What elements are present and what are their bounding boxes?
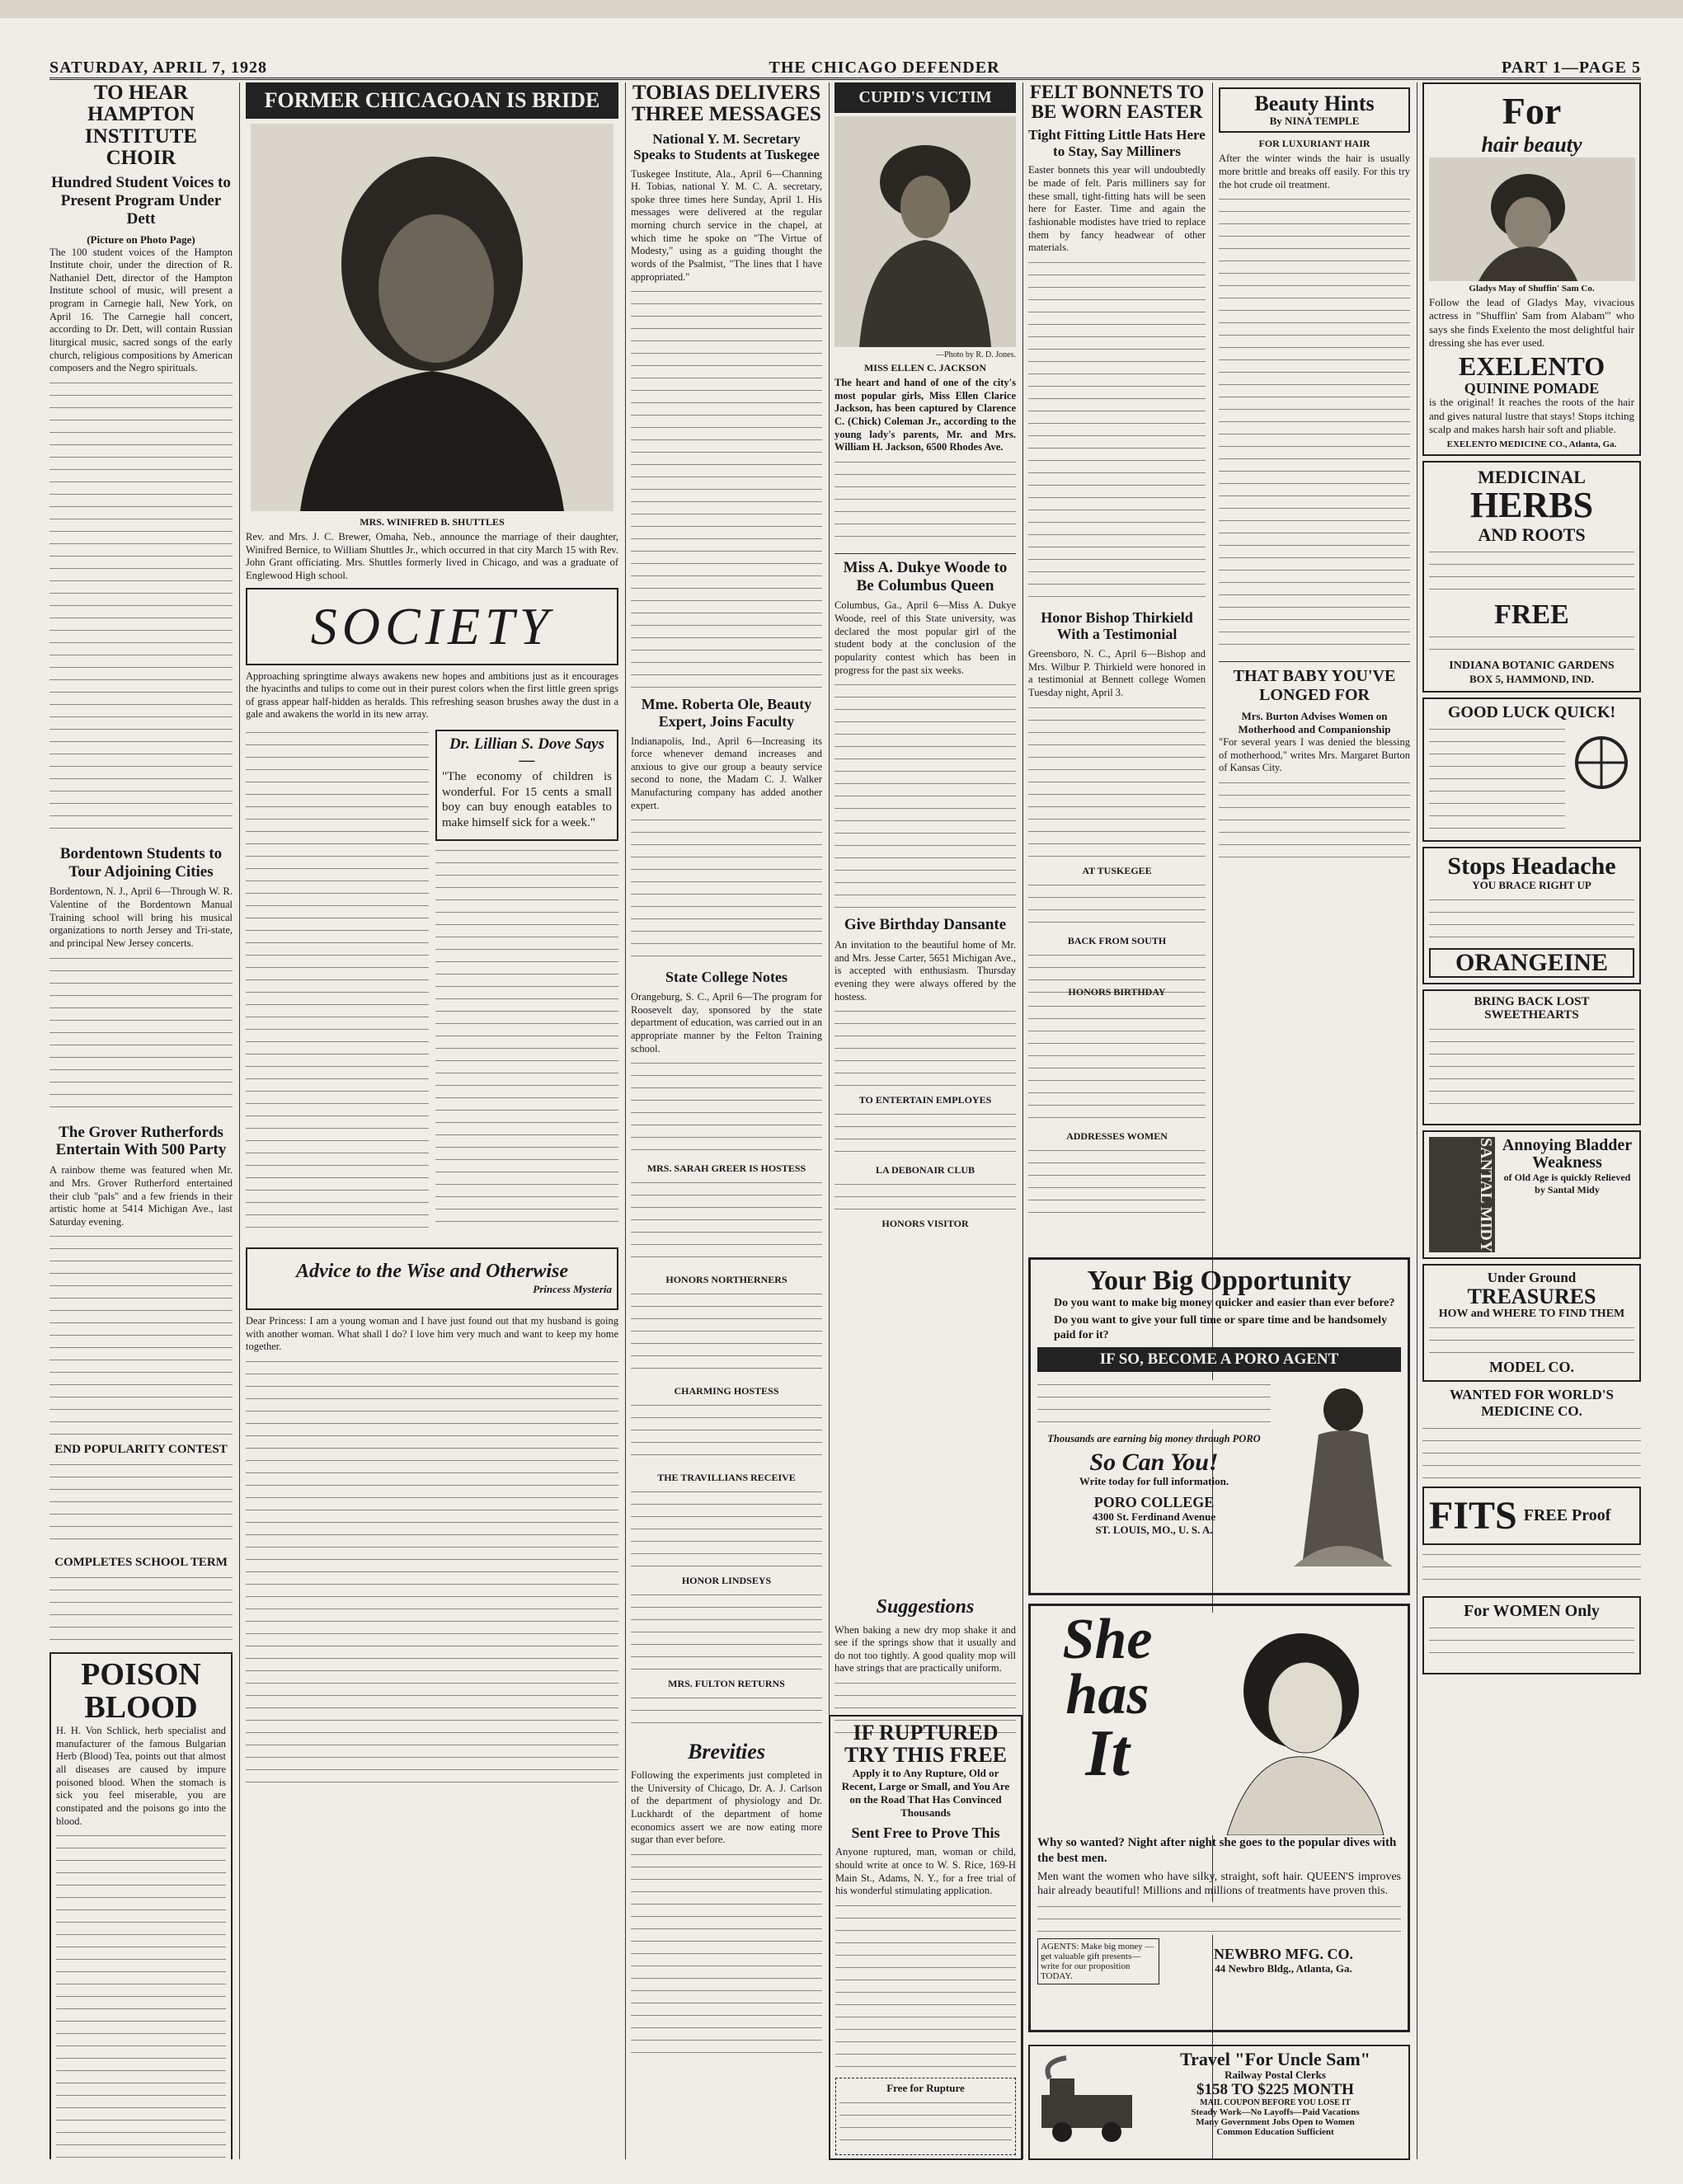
article-text-block xyxy=(1028,258,1206,604)
headline-tobias: TOBIAS DELIVERS THREE MESSAGES xyxy=(632,82,821,126)
poro-write: Write today for full information. xyxy=(1079,1475,1229,1488)
poro-question-1: Do you want to make big money quicker and easier than ever before? xyxy=(1054,1296,1395,1309)
queen-company-block xyxy=(1166,1947,1401,1975)
subhead-school-term: COMPLETES SCHOOL TERM xyxy=(54,1556,228,1570)
headline-dansante: Give Birthday Dansante xyxy=(844,916,1007,934)
society-columns xyxy=(246,725,618,1242)
subhead-lindseys: HONOR LINDSEYS xyxy=(681,1575,772,1587)
fits-title: FITS xyxy=(1429,1494,1517,1538)
exelento-pomade: QUININE POMADE xyxy=(1464,379,1600,397)
article-text-block xyxy=(631,1178,822,1269)
herbs-address: BOX 5, HAMMOND, IND. xyxy=(1469,672,1594,685)
ad-fits xyxy=(1422,1487,1641,1545)
rupture-title: IF RUPTURED TRY THIS FREE xyxy=(844,1721,1008,1768)
headline-cupid: CUPID'S VICTIM xyxy=(834,82,1016,113)
gladys-may-photo xyxy=(1429,157,1635,281)
society-col-right xyxy=(435,725,618,1242)
subhead-popularity: END POPULARITY CONTEST xyxy=(54,1443,228,1457)
headline-thirkield: Honor Bishop Thirkield With a Testimonial xyxy=(1041,608,1193,643)
advice-banner xyxy=(246,1247,618,1310)
rupture-coupon-title: Free for Rupture xyxy=(886,2081,965,2094)
treasures-line-3: HOW and WHERE TO FIND THEM xyxy=(1438,1307,1625,1320)
article-text-block xyxy=(631,1590,822,1673)
photo-credit: —Photo by R. D. Jones. xyxy=(936,350,1016,359)
headline-bordentown: Bordentown Students to Tour Adjoining Cities xyxy=(59,844,223,881)
travel-sub: Railway Postal Clerks xyxy=(1225,2069,1326,2082)
poro-body xyxy=(1037,1377,1401,1566)
column-6 xyxy=(1219,82,1410,1186)
exelento-hair-beauty: hair beauty xyxy=(1481,133,1582,157)
ad-poison-blood xyxy=(49,1652,233,2159)
suggestions-title: Suggestions xyxy=(876,1596,975,1618)
ad-text-block xyxy=(1422,1550,1641,1591)
article-text-block xyxy=(1219,195,1410,656)
coupon-lines xyxy=(839,2098,1012,2148)
quote-body: "The economy of children is wonderful. For 15 cents a small boy can buy enough eatables to make himself sick for a week." xyxy=(442,769,612,830)
ad-orangeine xyxy=(1422,847,1641,984)
herbs-company: INDIANA BOTANIC GARDENS xyxy=(1449,660,1615,673)
masthead xyxy=(49,53,1641,80)
poro-college-name: PORO COLLEGE xyxy=(1093,1494,1215,1511)
travel-foot-3: Common Education Sufficient xyxy=(1216,2127,1334,2138)
article-text-block xyxy=(631,1401,822,1467)
article-rutherfords: A rainbow theme was featured when Mr. and Mrs. Grover Rutherford entertained their club "pals" and a few friends in their artistic home at 5414 Michigan Ave., last Saturday evening. xyxy=(49,1164,233,1228)
subhead-visitor: HONORS VISITOR xyxy=(881,1218,969,1230)
queen-word-has: has xyxy=(1065,1662,1149,1726)
poro-agent-bar: IF SO, BECOME A PORO AGENT xyxy=(1037,1347,1401,1372)
subhead-baby: Mrs. Burton Advises Women on Motherhood and Companionship xyxy=(1238,710,1391,736)
jackson-portrait-photo xyxy=(834,116,1016,347)
article-text-block xyxy=(49,954,233,1119)
subhead-tobias: National Y. M. Secretary Speaks to Students at Tuskegee xyxy=(633,130,820,163)
advice-letter: Dear Princess: I am a young woman and I have just found out that my husband is going with another woman. What shall I do? I love him very much and want to keep my home together. xyxy=(246,1315,618,1353)
article-text-block xyxy=(631,1289,822,1380)
ad-railway-clerks xyxy=(1028,2045,1410,2160)
queen-word-she: She xyxy=(1062,1608,1153,1671)
ad-rupture xyxy=(829,1715,1022,2160)
subhead-back-south: BACK FROM SOUTH xyxy=(1067,934,1167,946)
ad-text-block xyxy=(1429,895,1634,945)
subhead-employes: TO ENTERTAIN EMPLOYES xyxy=(858,1094,992,1106)
article-text-block xyxy=(631,1487,822,1570)
beauty-subhead: FOR LUXURIANT HAIR xyxy=(1258,138,1370,150)
ad-poison-body: H. H. Von Schlick, herb specialist and manufacturer of the famous Bulgarian Herb (Blood) Tea, points out that almost all diseases are caused by impure poisoned blood. When the stomach is sick you feel miserable, you are constipated and the poisons go into the blood. xyxy=(56,1725,226,1827)
poro-woman-illustration xyxy=(1277,1377,1401,1566)
article-baby: "For several years I was denied the blessing of motherhood," writes Mrs. Margaret Burton of Kansas City. xyxy=(1219,736,1410,774)
santal-text xyxy=(1500,1137,1634,1252)
rupture-body: Anyone ruptured, man, woman or child, should write at once to W. S. Rice, 169-H Main St., Adams, N. Y., for a free trial of his wonderful stimulating application. xyxy=(835,1846,1016,1897)
article-text-block xyxy=(631,1850,822,2064)
article-text-block xyxy=(631,287,822,691)
ad-text-block xyxy=(1429,547,1634,597)
article-text-block xyxy=(1028,881,1206,930)
ad-poro-college xyxy=(1028,1257,1410,1595)
article-text-block xyxy=(49,1232,233,1438)
column-rule xyxy=(625,82,626,2159)
poro-can: So Can You! xyxy=(1089,1448,1219,1476)
divider xyxy=(834,553,1016,554)
article-text-block xyxy=(834,680,1016,911)
subhead-debonair: LA DEBONAIR CLUB xyxy=(875,1164,975,1177)
society-text-block xyxy=(435,846,618,1225)
ad-text-block xyxy=(1429,1623,1634,1665)
ad-herbs xyxy=(1422,461,1641,693)
women-title: For WOMEN Only xyxy=(1464,1602,1600,1621)
exelento-brand: EXELENTO xyxy=(1458,351,1605,381)
poro-text-col xyxy=(1037,1377,1271,1566)
column-5-lower xyxy=(1028,981,1206,1252)
exelento-company: EXELENTO MEDICINE CO., Atlanta, Ga. xyxy=(1446,439,1617,450)
gladys-caption: Gladys May of Shuffin' Sam Co. xyxy=(1469,284,1595,294)
article-text-block xyxy=(631,815,822,964)
subhead-addresses-women: ADDRESSES WOMEN xyxy=(1066,1130,1168,1142)
quote-box-dove xyxy=(435,730,618,841)
article-ole: Indianapolis, Ind., April 6—Increasing its force whenever demand increases and anxious to give our group a beauty service second to none, the Madam C. J. Walker Manufacturing company has added another expert. xyxy=(631,735,822,811)
advice-byline: Princess Mysteria xyxy=(533,1282,612,1295)
queen-word-it: It xyxy=(1085,1717,1130,1790)
article-hampton: The 100 student voices of the Hampton Institute choir, under the direction of R. Nathaniel Dett, director of the Hampton Institute school of music, will present a program in Carnegie hall, New York, on April 16. The Carnegie hall concert, according to Dr. Dett, will contain Russian liturgical music, sacred songs of the early church, religious compositions by American composers and the Negro spirituals. xyxy=(49,246,233,374)
society-title: SOCIETY xyxy=(310,596,554,655)
ad-women-only xyxy=(1422,1596,1641,1674)
beauty-hints-banner xyxy=(1219,87,1410,133)
article-text-block xyxy=(49,378,233,840)
travel-title: Travel "For Uncle Sam" xyxy=(1180,2049,1370,2069)
subhead-fulton: MRS. FULTON RETURNS xyxy=(668,1678,785,1690)
orangeine-stops: Stops Headache xyxy=(1447,852,1616,880)
article-bordentown: Bordentown, N. J., April 6—Through W. R. Valentine of the Bordentown Manual Training school will bring his musical organizations to north Jersey and Tri-state, and principal New Jersey concerts. xyxy=(49,885,233,949)
exelento-for: For xyxy=(1502,90,1562,132)
treasures-line-2: TREASURES xyxy=(1467,1285,1596,1309)
queen-address: 44 Newbro Bldg., Atlanta, Ga. xyxy=(1215,1961,1352,1975)
poro-street: 4300 St. Ferdinand Avenue xyxy=(1092,1510,1216,1524)
brevities-title: Brevities xyxy=(688,1740,765,1764)
article-text-block xyxy=(631,1059,822,1158)
headline-rutherfords: The Grover Rutherfords Entertain With 500 Party xyxy=(55,1123,227,1159)
fits-sub: FREE Proof xyxy=(1523,1506,1611,1525)
ad-poison-title: POISON BLOOD xyxy=(81,1657,201,1726)
bride-caption: MRS. WINIFRED B. SHUTTLES xyxy=(360,516,505,528)
poro-city: ST. LOUIS, MO., U. S. A. xyxy=(1095,1524,1213,1537)
brevities-body: Following the experiments just completed in the University of Chicago, Dr. A. J. Carlson of the department of physiology and Dr. Luckhardt of the department of home economics assert we are now eating more sugar than ever before. xyxy=(631,1769,822,1846)
article-tobias: Tuskegee Institute, Ala., April 6—Channing H. Tobias, national Y. M. C. A. secretary, spoke three times here Sunday, April 1. His messages were delivered at the regular morning church service in the chapel, at which time he spoke on "The Virtue of Modesty," using as a guiding thought the words of the Psalmist, "The lines that I have appropriated." xyxy=(631,167,822,283)
ad-text-block xyxy=(1429,1025,1634,1115)
exelento-testimonial: Follow the lead of Gladys May, vivacious actress in "Shufflin' Sam from Alabam'" who says she finds Exelento the most delightful hair dressing she has ever used. xyxy=(1429,296,1634,349)
queen-headline xyxy=(1037,1608,1178,1835)
column-rule xyxy=(239,82,240,2159)
article-thirkield: Greensboro, N. C., April 6—Bishop and Mrs. Wilbur P. Thirkield were honored in a testimonial at Bennett college Women Tuesday night, April 3. xyxy=(1028,648,1206,698)
queen-tagline: Why so wanted? Night after night she goes to the popular dives with the best men. xyxy=(1037,1836,1397,1865)
article-text-block xyxy=(834,1007,1016,1089)
advice-text-block xyxy=(246,1357,618,1786)
ad-text-block xyxy=(1429,632,1634,657)
society-intro: Approaching springtime always awakens new hopes and ambitions just as it encourages the hyacinths and tulips to come out in their purest colors when the first little green sprigs of grass appear half-hidden as heralds. This refreshing season brushes away the dust in a gale and awakens the world in its new array. xyxy=(246,669,618,721)
subhead-hampton: Hundred Student Voices to Present Program Under Dett xyxy=(51,174,231,228)
herbs-roots: AND ROOTS xyxy=(1478,524,1586,545)
santal-sub: of Old Age is quickly Relieved by Santal Midy xyxy=(1503,1172,1631,1196)
subhead-honors-birthday: HONORS BIRTHDAY xyxy=(1068,986,1166,998)
ad-sweethearts xyxy=(1422,989,1641,1126)
article-text-block xyxy=(49,1573,233,1647)
orangeine-brand: ORANGEINE xyxy=(1429,948,1634,978)
subhead-charming: CHARMING HOSTESS xyxy=(674,1385,779,1397)
ad-world-medicine-title: WANTED FOR WORLD'S MEDICINE CO. xyxy=(1450,1387,1614,1419)
article-bonnets: Easter bonnets this year will undoubtedly be made of felt. Paris milliners say for these small, tight-fitting hats will be seen here for Easter. Time and again the fashionable modistes have tried to replace them by fancy headwear of other materials. xyxy=(1028,164,1206,254)
queen-top xyxy=(1037,1608,1401,1835)
santal-annoying: Annoying Bladder Weakness xyxy=(1502,1136,1633,1172)
herbs-title: HERBS xyxy=(1469,485,1594,526)
article-state-college: Orangeburg, S. C., April 6—The program for Roosevelt day, sponsored by the state department of education, was carried out in an appropriate manner by the Felton Training school. xyxy=(631,991,822,1054)
jackson-caption: MISS ELLEN C. JACKSON xyxy=(863,362,987,373)
column-1 xyxy=(49,82,233,2159)
scan-edge xyxy=(0,0,1683,18)
beauty-byline: By NINA TEMPLE xyxy=(1269,115,1360,128)
ad-queen-hair xyxy=(1028,1604,1410,2032)
subhead-travillians: THE TRAVILLIANS RECEIVE xyxy=(657,1472,796,1484)
travel-foot-2: Many Government Jobs Open to Women xyxy=(1196,2117,1355,2128)
treasures-line-1: Under Ground xyxy=(1487,1270,1577,1286)
ad-santal-midy xyxy=(1422,1130,1641,1259)
queen-footer xyxy=(1037,1938,1401,1984)
article-text-block xyxy=(834,458,1016,548)
article-text-block xyxy=(1028,1002,1206,1125)
subhead-tuskegee: AT TUSKEGEE xyxy=(1082,864,1152,876)
queen-woman-illustration xyxy=(1178,1613,1400,1835)
luck-body xyxy=(1429,721,1634,835)
headline-bonnets: FELT BONNETS TO BE WORN EASTER xyxy=(1029,82,1205,123)
society-banner xyxy=(246,588,618,665)
ad-text-block xyxy=(1429,725,1565,832)
sweethearts-title: BRING BACK LOST SWEETHEARTS xyxy=(1474,994,1590,1022)
issue-date: SATURDAY, APRIL 7, 1928 xyxy=(49,59,267,77)
beauty-article: After the winter winds the hair is usually more brittle and breaks off easily. For this try the hot crude oil treatment. xyxy=(1219,153,1410,190)
ad-treasures xyxy=(1422,1264,1641,1382)
queen-agents-box: AGENTS: Make big money — get valuable gift presents—write for our proposition TODAY. xyxy=(1037,1938,1159,1984)
column-rule xyxy=(1022,82,1023,2159)
subhead-greer: MRS. SARAH GREER IS HOSTESS xyxy=(646,1162,806,1175)
train-illustration xyxy=(1033,2050,1140,2157)
photo-note: (Picture on Photo Page) xyxy=(87,232,195,246)
ad-text-block xyxy=(1422,1424,1641,1482)
ad-text-block xyxy=(1429,1323,1634,1356)
beauty-title: Beauty Hints xyxy=(1254,92,1375,115)
rupture-sub2: Sent Free to Prove This xyxy=(851,1824,1000,1841)
poro-title: Your Big Opportunity xyxy=(1087,1266,1352,1296)
society-text-block xyxy=(246,728,429,1239)
ad-text-block xyxy=(1037,1902,1401,1935)
advice-title: Advice to the Wise and Otherwise xyxy=(296,1261,568,1283)
queen-body: Men want the women who have silky, straight, soft hair. QUEEN'S improves hair already beautiful! Millions and millions of treatments have proven this. xyxy=(1037,1870,1401,1897)
queen-company: NEWBRO MFG. CO. xyxy=(1214,1946,1353,1963)
subhead-northerners: HONORS NORTHERNERS xyxy=(665,1274,787,1286)
divider xyxy=(1219,661,1410,662)
exelento-top xyxy=(1429,89,1634,157)
herbs-free: FREE xyxy=(1494,599,1569,630)
herbs-medicinal: MEDICINAL xyxy=(1478,467,1586,488)
article-woode: Columbus, Ga., April 6—Miss A. Dukye Woode, reel of this State university, was declared the most popular girl of the student body at the conclusion of the popularity contest which has been in progress for the past six weeks. xyxy=(834,599,1016,676)
exelento-headline xyxy=(1429,89,1634,157)
article-dansante: An invitation to the beautiful home of Mr. and Mrs. Jesse Carter, 5651 Michigan Ave., is accepted with enthusiasm. Thursday evening they were always offered by the hostess. xyxy=(834,939,1016,1003)
travel-coupon: MAIL COUPON BEFORE YOU LOSE IT xyxy=(1200,2098,1351,2108)
ad-good-luck xyxy=(1422,697,1641,842)
rupture-sub: Apply it to Any Rupture, Old or Recent, Large or Small, and You Are on the Road That Has Convinced Thousands xyxy=(841,1766,1010,1819)
article-text-block xyxy=(1028,1146,1206,1220)
treasures-company: MODEL CO. xyxy=(1488,1359,1574,1376)
poro-thousands: Thousands are earning big money through PORO xyxy=(1047,1433,1261,1445)
article-text-block xyxy=(631,1693,822,1735)
paper-name: THE CHICAGO DEFENDER xyxy=(769,59,1000,77)
ad-text-block xyxy=(56,1831,226,2159)
article-text-block xyxy=(834,1180,1016,1213)
ad-text-block xyxy=(1037,1380,1271,1430)
page-number: PART 1—PAGE 5 xyxy=(1502,59,1641,77)
luck-title: GOOD LUCK QUICK! xyxy=(1447,702,1616,721)
article-text-block xyxy=(1028,703,1206,860)
santal-bottle: SANTAL MIDY xyxy=(1429,1137,1495,1252)
subhead-bonnets: Tight Fitting Little Hats Here to Stay, Say Milliners xyxy=(1028,127,1206,159)
travel-text xyxy=(1145,2050,1405,2155)
travel-salary: $158 TO $225 MONTH xyxy=(1196,2081,1354,2099)
article-text-block xyxy=(1219,778,1410,861)
article-text-block xyxy=(49,1460,233,1551)
orangeine-sub: YOU BRACE RIGHT UP xyxy=(1472,879,1591,892)
column-7-ads xyxy=(1422,82,1641,2159)
ad-exelento xyxy=(1422,82,1641,456)
headline-baby: THAT BABY YOU'VE LONGED FOR xyxy=(1233,667,1396,705)
quote-title: Dr. Lillian S. Dove Says— xyxy=(449,735,604,769)
headline-hampton: TO HEAR HAMPTON INSTITUTE CHOIR xyxy=(84,82,198,169)
column-3 xyxy=(631,82,822,2159)
bride-portrait-photo xyxy=(251,124,613,511)
society-col-left xyxy=(246,725,429,1242)
headline-ole: Mme. Roberta Ole, Beauty Expert, Joins Faculty xyxy=(641,696,812,730)
column-2 xyxy=(246,82,618,2159)
travel-foot-1: Steady Work—No Layoffs—Paid Vacations xyxy=(1191,2107,1360,2118)
headline-state-college: State College Notes xyxy=(665,969,787,986)
lucky-charm-icon xyxy=(1568,721,1634,829)
headline-woode: Miss A. Dukye Woode to Be Columbus Queen xyxy=(843,558,1008,594)
bride-article: Rev. and Mrs. J. C. Brewer, Omaha, Neb., announce the marriage of their daughter, Winifred Bernice, to William Shuttles Jr., which occurred in that city March 15 with Rev. John Grant officiating. Mrs. Shuttles formerly lived in Chicago, and was a graduate of Englewood High school. xyxy=(246,531,618,581)
suggestions-body: When baking a new dry mop shake it and see if the springs show that it usually and do not too tightly. A good quality mop will have strings that are practically uniform. xyxy=(834,1623,1016,1674)
headline-bride: FORMER CHICAGOAN IS BRIDE xyxy=(246,82,618,119)
jackson-article: The heart and hand of one of the city's most popular girls, Miss Ellen Clarice Jackson, has been captured by Clarence C. (Chick) Coleman Jr., according to the young lady's parents, Mr. and Mrs. William H. Jackson, 6500 Rhodes Ave. xyxy=(834,377,1016,453)
poro-question-2: Do you want to give your full time or spare time and be handsomely paid for it? xyxy=(1054,1314,1388,1341)
article-text-block xyxy=(834,1110,1016,1159)
rupture-coupon[interactable] xyxy=(835,2078,1016,2155)
bride-photo-frame xyxy=(246,124,618,511)
exelento-body: is the original! It reaches the roots of the hair and gives natural lustre that stays! Stops itching scalp and makes harsh hair soft and pliable. xyxy=(1429,396,1634,435)
ad-text-block xyxy=(835,1901,1016,2074)
